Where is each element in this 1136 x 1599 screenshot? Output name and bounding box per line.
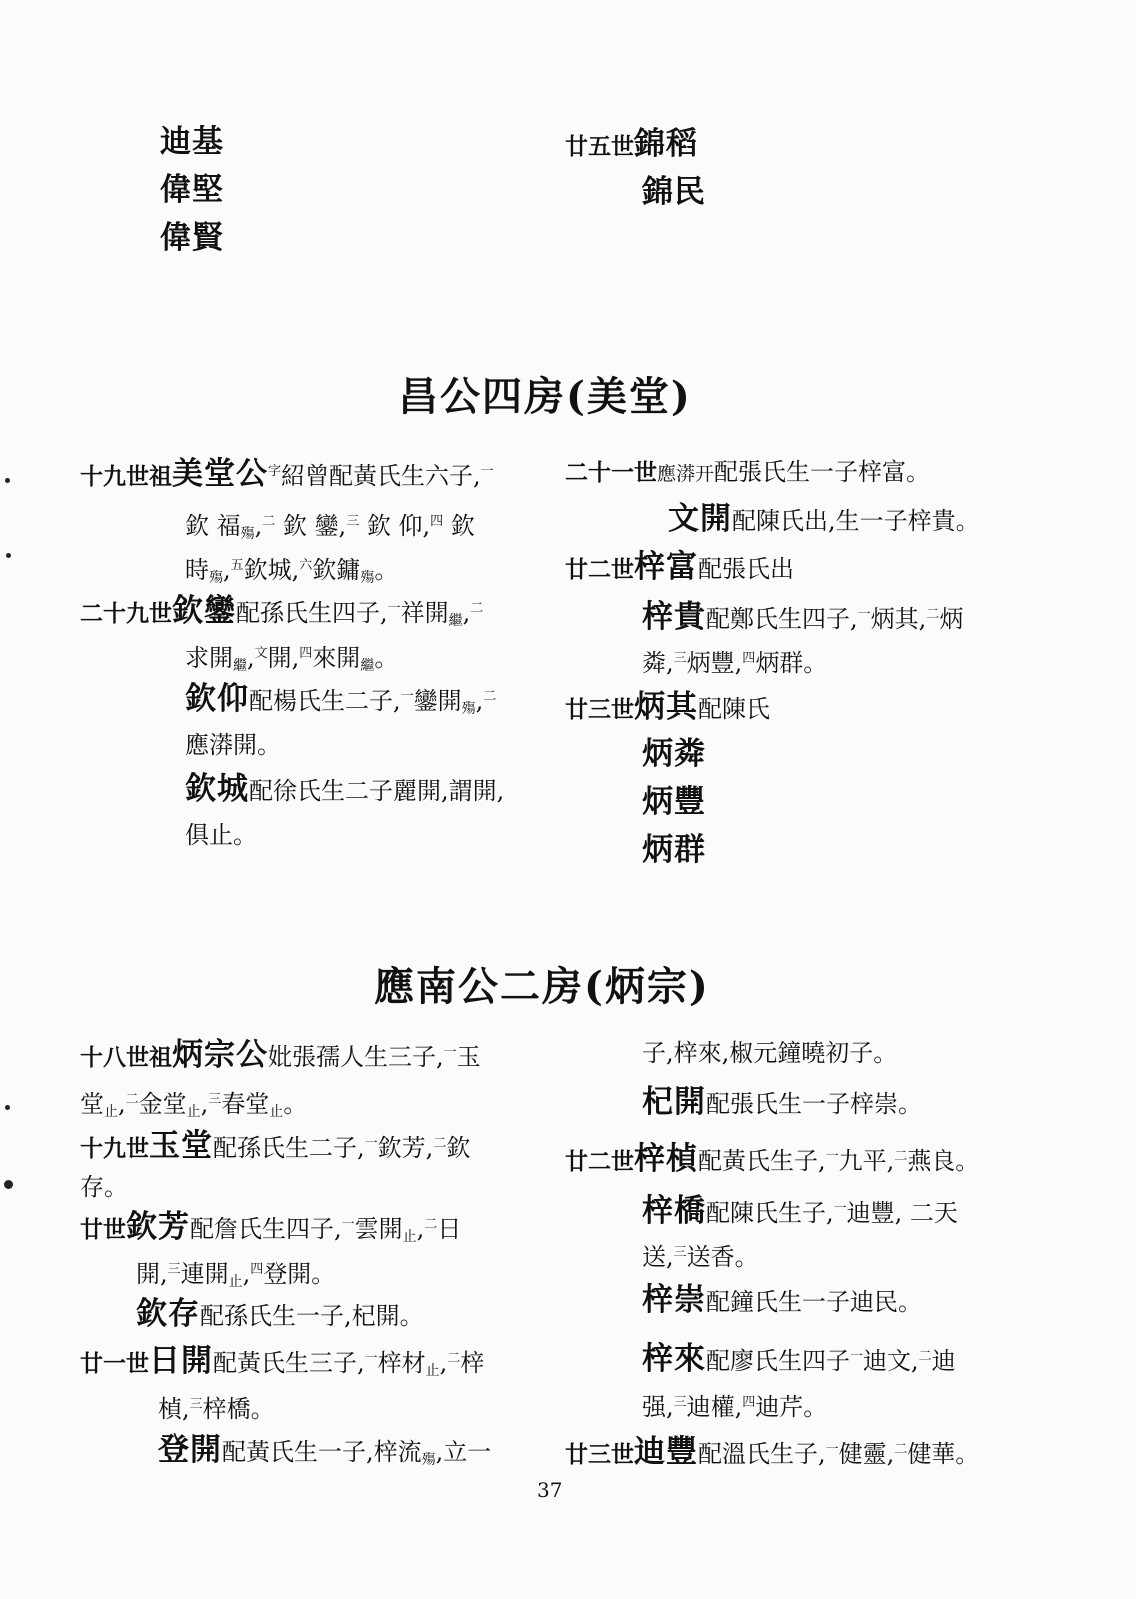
s2-right-line-9: 廿三世迪豐配溫氏生子,$^一$健靈,$^二$健華。 [565,1434,980,1470]
s2-left-line-8: 廿一世日開配黃氏生三子,$^一$梓材$_止$,$^二$梓 [80,1343,485,1379]
s1-right-line-8: 炳豐 [642,784,706,820]
scan-speck [4,1180,13,1189]
s2-left-line-1: 十八世祖炳宗公妣張孺人生三子,$^一$玉 [80,1037,481,1073]
s2-right-line-6: 梓崇配鐘氏生一子迪民。 [642,1282,922,1318]
s1-left-line-9: 俱止。 [185,821,257,849]
s2-left-line-10: 登開配黃氏生一子,梓流$_殤$,立一 [158,1432,492,1468]
scan-speck [6,553,11,558]
s2-left-line-4: 存。 [80,1173,128,1201]
s2-right-line-1: 子,梓來,椒元鐘曉初子。 [642,1039,898,1067]
s1-right-line-2: 文開配陳氏出,生一子梓貴。 [668,501,980,537]
top-left-name-3: 偉賢 [160,220,224,256]
s1-left-line-4: 二十九世欽鑾配孫氏生四子,$^一$祥開$_繼$,$^二$ [80,593,484,629]
top-left-name-1: 迪基 [160,124,224,160]
s1-right-line-5: 粦,$^三$炳豐,$^四$炳群。 [642,649,828,677]
page-number: 37 [537,1478,563,1502]
s1-left-line-7: 應漭開。 [185,731,281,759]
s2-right-line-2: 杞開配張氏生一子梓崇。 [642,1084,922,1120]
s2-left-line-6: 開,$^三$連開$_止$,$^四$登開。 [136,1260,336,1290]
s2-right-line-5: 送,$^三$送香。 [642,1243,759,1271]
s1-right-line-9: 炳群 [642,832,706,868]
s2-left-line-2: 堂$_止$,$^二$金堂$_止$,$^三$春堂$_止$。 [80,1090,308,1120]
s1-left-line-1: 十九世祖美堂公$^字$紹曾配黃氏生六子,$^一$ [80,456,494,492]
s1-left-line-5: 求開$_繼$,$^文$開,$^四$來開$_繼$。 [185,644,399,674]
scan-speck [5,478,10,483]
s1-left-line-6: 欽仰配楊氏生二子,$^一$鑾開$_殤$,$^二$ [185,681,497,717]
s2-left-line-7: 欽存配孫氏生一子,杞開。 [136,1296,424,1332]
s2-left-line-9: 楨,$^三$梓橋。 [158,1395,275,1423]
s2-right-line-4: 梓橋配陳氏生子,$^一$迪豐, 二天 [642,1193,958,1229]
s1-right-line-1: 二十一世應漭开配張氏生一子梓富。 [565,458,931,486]
s1-left-line-3: 時$_殤$,$^五$欽城,$^六$欽鏞$_殤$。 [185,556,399,586]
s1-right-line-6: 廿三世炳其配陳氏 [565,689,770,725]
section-title-1: 昌公四房(美堂) [398,373,692,420]
s1-right-line-3: 廿二世梓富配張氏出 [565,549,794,585]
top-right-entry-2: 錦民 [642,174,706,210]
top-right-entry-1: 廿五世錦稻 [565,126,698,162]
s2-left-line-5: 廿世欽芳配詹氏生四子,$^一$雲開$_止$,$^二$日 [80,1209,462,1245]
section-title-2: 應南公二房(炳宗) [374,963,710,1010]
s2-right-line-3: 廿二世梓楨配黃氏生子,$^一$九平,$^二$燕良。 [565,1141,980,1177]
s2-right-line-8: 强,$^三$迪權,$^四$迪芹。 [642,1393,828,1421]
s1-right-line-7: 炳粦 [642,736,706,772]
s2-right-line-7: 梓來配廖氏生四子$^一$迪文,$^二$迪 [642,1341,956,1377]
s1-left-line-8: 欽城配徐氏生二子麗開,謂開, [185,771,505,807]
scan-speck [5,1105,10,1110]
s1-left-line-2: 欽 福$_殤$,$^二$ 欽 鑾,$^三$ 欽 仰,$^四$ 欽 [185,512,475,542]
s2-left-line-3: 十九世玉堂配孫氏生二子,$^一$欽芳,$^二$欽 [80,1128,471,1164]
s1-right-line-4: 梓貴配鄭氏生四子,$^一$炳其,$^二$炳 [642,599,964,635]
top-left-name-2: 偉堅 [160,172,224,208]
